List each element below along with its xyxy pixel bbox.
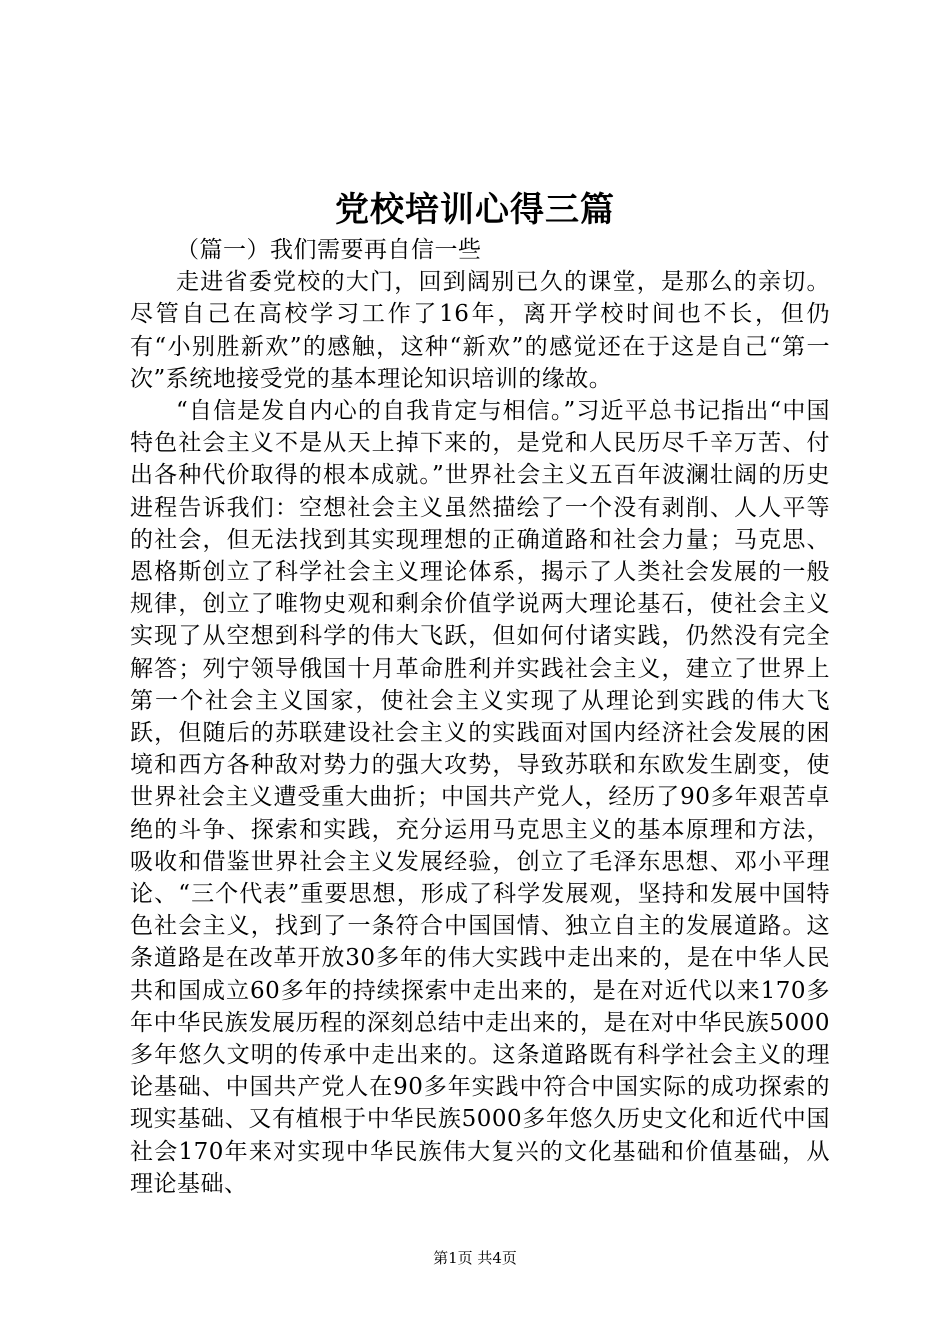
document-body xyxy=(130,234,830,1200)
section-heading: （篇一）我们需要再自信一些 xyxy=(176,237,482,263)
paragraph-1: 走进省委党校的大门，回到阔别已久的课堂，是那么的亲切。尽管自己在高校学习工作了16年，离开学校时间也不长，但仍有“小别胜新欢”的感触，这种“新欢”的感觉还在于这是自己“第一次”系统地接受党的基本理论知识培训的缘故。 xyxy=(130,269,830,392)
document-title: 党校培训心得三篇 xyxy=(335,190,615,230)
page-number-footer: 第1页 共4页 xyxy=(433,1249,517,1267)
paragraph-2: “自信是发自内心的自我肯定与相信。”习近平总书记指出“中国特色社会主义不是从天上掉下来的，是党和人民历尽千辛万苦、付出各种代价取得的根本成就。”世界社会主义五百年波澜壮阔的历史进程告诉我们：空想社会主义虽然描绘了一个没有剥削、人人平等的社会，但无法找到其实现理想的正确道路和社会力量；马克思、恩格斯创立了科学社会主义理论体系，揭示了人类社会发展的一般规律，创立了唯物史观和剩余价值学说两大理论基石，使社会主义实现了从空想到科学的伟大飞跃，但如何付诸实践，仍然没有完全解答；列宁领导俄国十月革命胜利并实践社会主义，建立了世界上第一个社会主义国家，使社会主义实现了从理论到实践的伟大飞跃，但随后的苏联建设社会主义的实践面对国内经济社会发展的困境和西方各种敌对势力的强大攻势，导致苏联和东欧发生剧变，使世界社会主义遭受重大曲折；中国共产党人，经历了90多年艰苦卓绝的斗争、探索和实践，充分运用马克思主义的基本原理和方法，吸收和借鉴世界社会主义发展经验，创立了毛泽东思想、邓小平理论、“三个代表”重要思想，形成了科学发展观，坚持和发展中国特色社会主义，找到了一条符合中国国情、独立自主的发展道路。这条道路是在改革开放30多年的伟大实践中走出来的，是在中华人民共和国成立60多年的持续探索中走出来的，是在对近代以来170多年中华民族发展历程的深刻总结中走出来的，是在对中华民族5000多年悠久文明的传承中走出来的。这条道路既有科学社会主义的理论基础、中国共产党人在90多年实践中符合中国实际的成功探索的现实基础、又有植根于中华民族5000多年悠久历史文化和近代中国社会170年来对实现中华民族伟大复兴的文化基础和价值基础，从理论基础、 xyxy=(130,398,830,1197)
